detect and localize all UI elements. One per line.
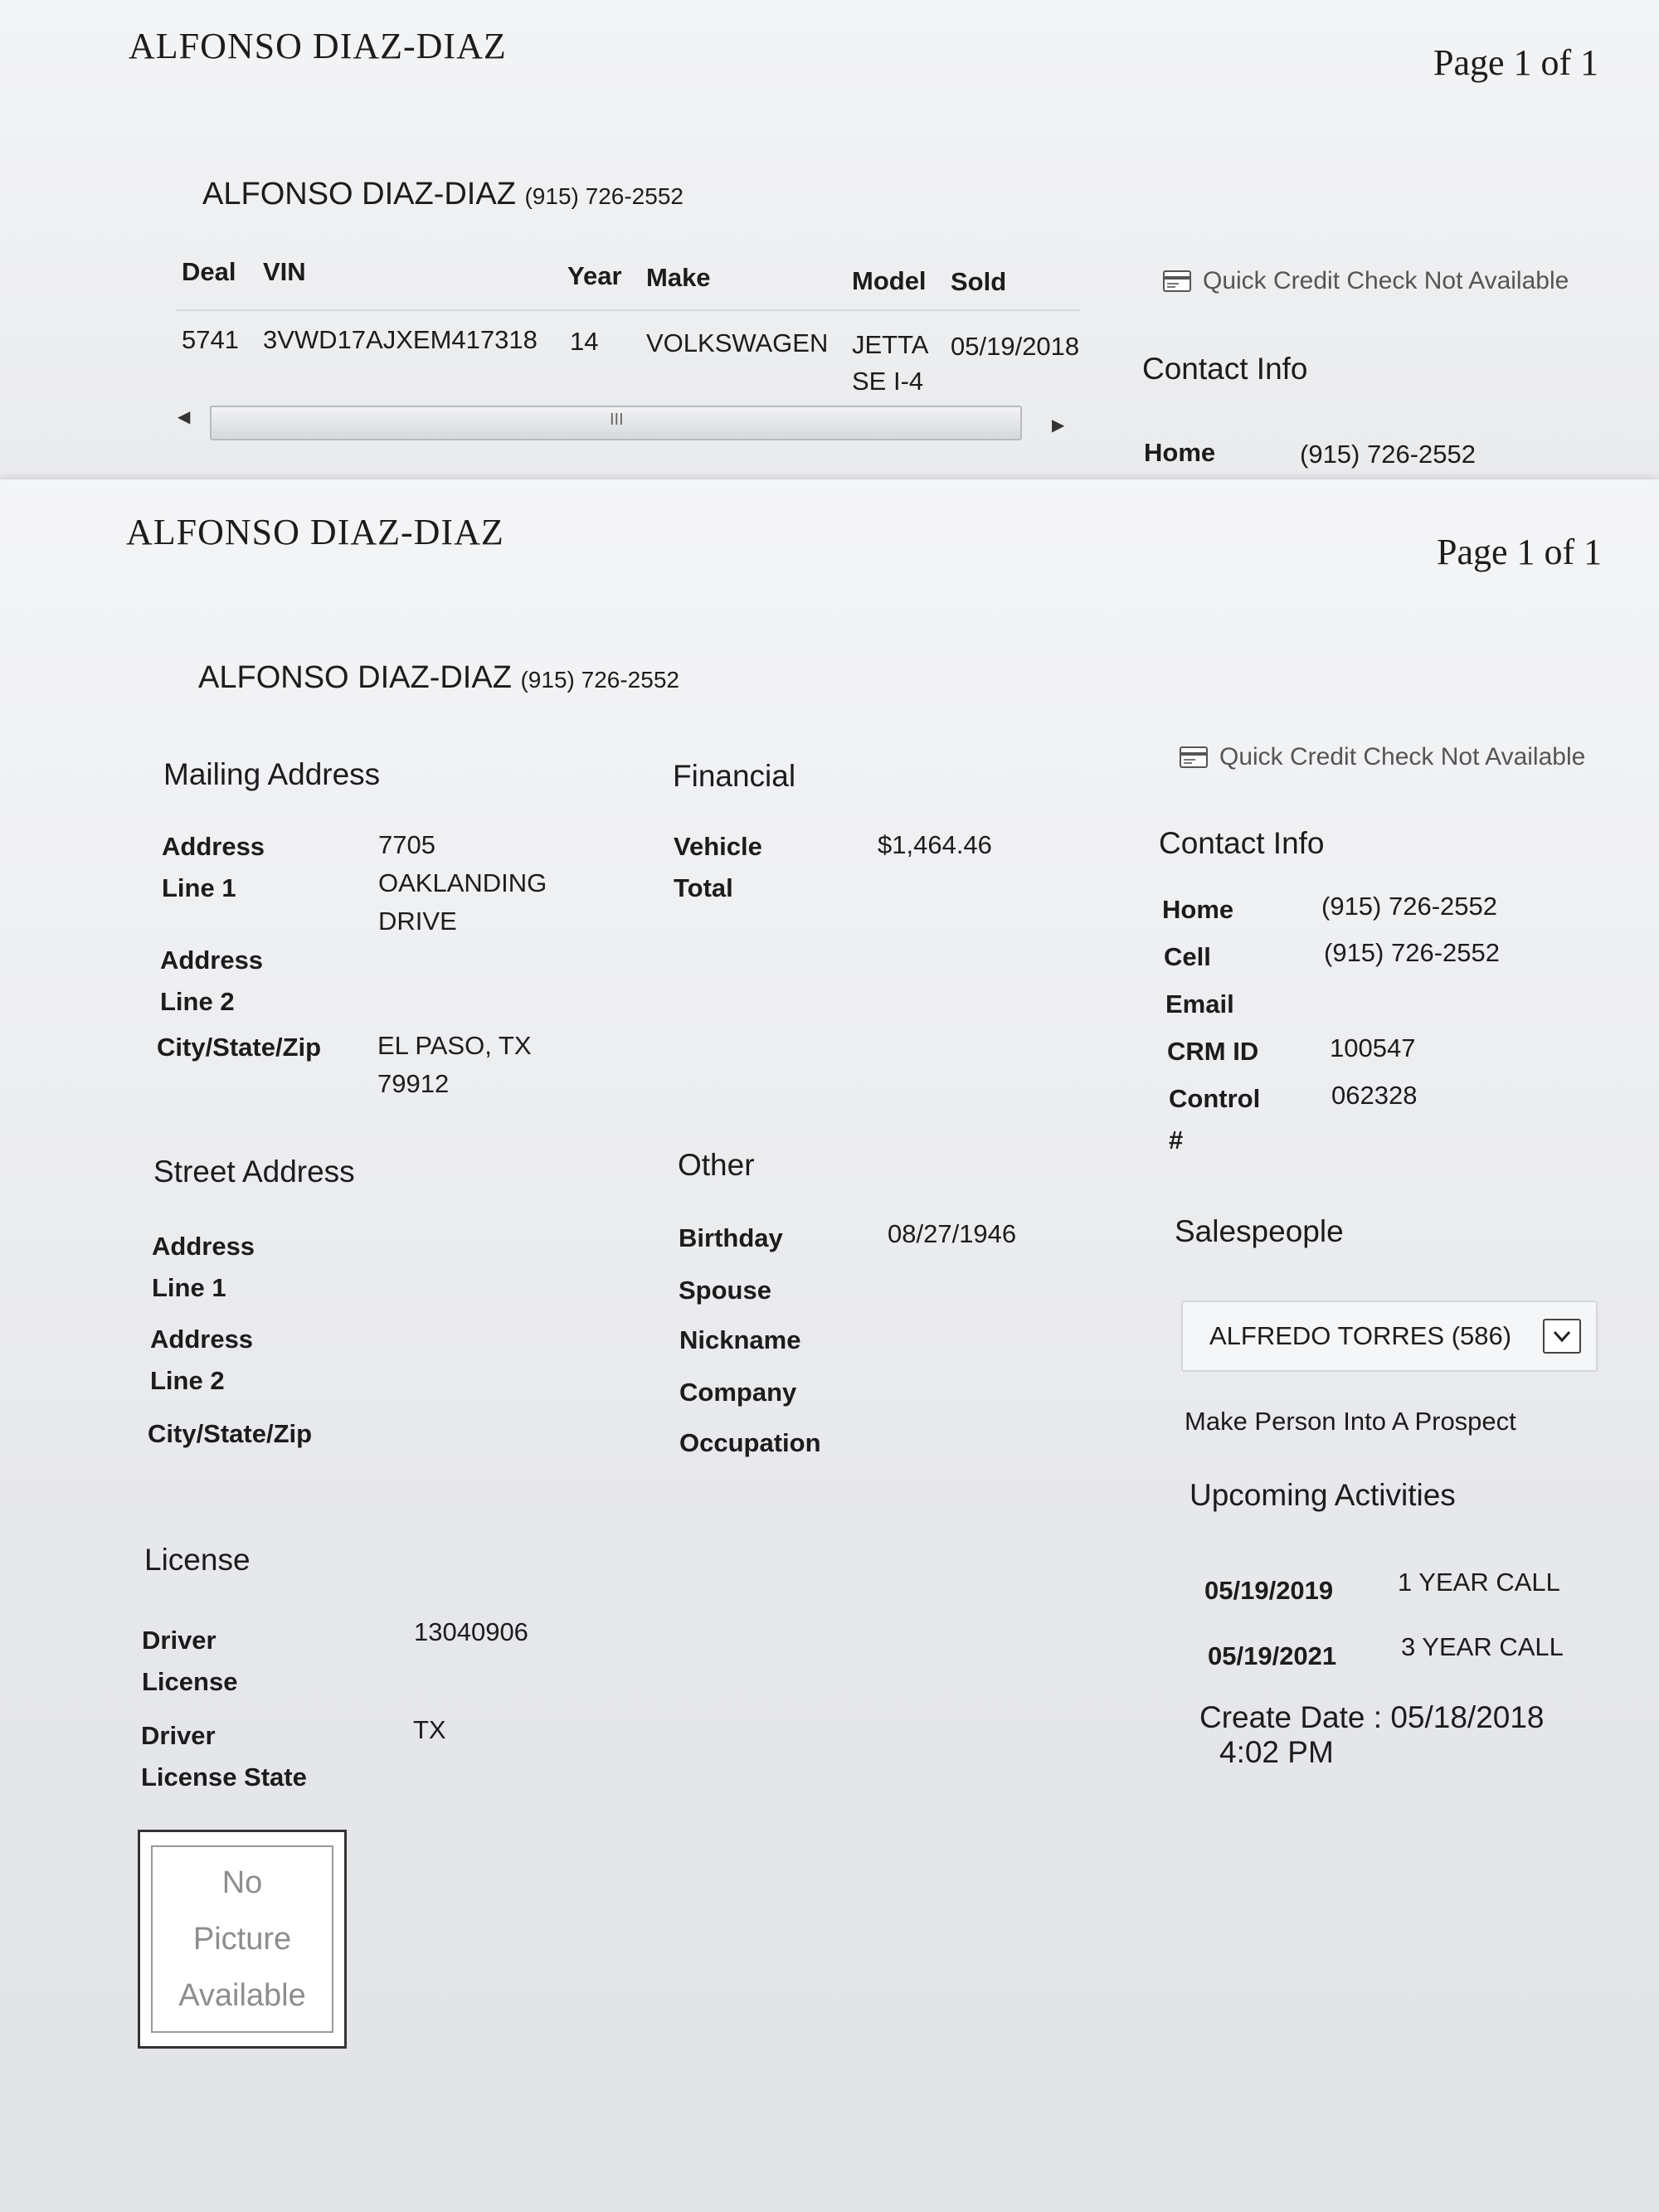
quick-credit-check[interactable]: [1163, 267, 1569, 295]
label-part: License State: [141, 1762, 307, 1791]
spouse-label: Spouse: [679, 1276, 771, 1305]
mailing-address-line1-label: [162, 826, 265, 909]
col-header-deal[interactable]: Deal: [182, 257, 236, 286]
label-part: Vehicle: [674, 832, 762, 861]
upcoming-activities-title: Upcoming Activities: [1190, 1478, 1456, 1512]
activity-text: 3 YEAR CALL: [1401, 1632, 1564, 1661]
contact-info-title: Contact Info: [1142, 352, 1308, 386]
contact-crm-id-value: 100547: [1330, 1033, 1416, 1062]
label-part: Line 1: [152, 1273, 226, 1302]
header-customer-name: ALFONSO DIAZ-DIAZ: [129, 26, 507, 66]
customer-name: ALFONSO DIAZ-DIAZ: [198, 660, 512, 695]
cell-make: VOLKSWAGEN: [646, 328, 829, 357]
mailing-address-title: Mailing Address: [163, 757, 381, 791]
contact-control-label: [1169, 1078, 1260, 1161]
no-picture-text: No: [221, 1865, 263, 1900]
label-part: Control: [1169, 1084, 1261, 1113]
vehicle-total-value: $1,464.46: [878, 830, 992, 859]
driver-license-label: [142, 1620, 237, 1703]
financial-title: Financial: [673, 759, 796, 793]
col-header-model[interactable]: Model: [852, 266, 927, 295]
driver-license-state-value: TX: [413, 1715, 446, 1744]
customer-phone: (915) 726-2552: [520, 667, 679, 693]
mailing-address-line2-label: [160, 940, 263, 1023]
driver-license-value: 13040906: [414, 1617, 528, 1646]
contact-info-title: Contact Info: [1159, 826, 1325, 860]
customer-phone: (915) 726-2552: [524, 183, 684, 209]
create-date-line: Create Date : 05/18/2018: [1199, 1700, 1545, 1734]
contact-home-label: Home: [1144, 438, 1216, 467]
credit-check-text: Quick Credit Check Not Available: [1203, 267, 1569, 294]
label-part: Address: [152, 1232, 255, 1261]
mailing-city-state-zip-value: [377, 1027, 532, 1103]
scroll-right-arrow-icon[interactable]: ▶: [1052, 416, 1065, 435]
value-part: OAKLANDING: [378, 868, 547, 897]
mailing-address-line1-value: [378, 826, 547, 941]
birthday-value: 08/27/1946: [888, 1219, 1017, 1248]
vehicle-total-label: [674, 826, 762, 909]
value-part: 79912: [377, 1069, 450, 1098]
value-part: EL PASO, TX: [377, 1031, 532, 1060]
customer-heading: [198, 660, 679, 696]
credit-check-text: Quick Credit Check Not Available: [1219, 743, 1586, 771]
contact-control-value: 062328: [1331, 1081, 1418, 1110]
no-picture-text: Picture: [192, 1922, 292, 1957]
label-part: License: [142, 1667, 238, 1696]
chevron-down-icon[interactable]: [1543, 1319, 1581, 1354]
mailing-city-state-zip-label: City/State/Zip: [157, 1033, 322, 1062]
label-part: Driver: [142, 1626, 216, 1655]
salesperson-selected-value: ALFREDO TORRES (586): [1209, 1321, 1512, 1350]
credit-card-icon: [1163, 270, 1191, 292]
col-header-make[interactable]: Make: [646, 263, 711, 292]
no-picture-text: Available: [178, 1978, 306, 2013]
activity-date: 05/19/2021: [1208, 1641, 1337, 1670]
col-header-vin[interactable]: VIN: [263, 257, 306, 286]
cell-model-line1: JETTA: [852, 330, 929, 359]
page-indicator: Page 1 of 1: [1437, 532, 1603, 572]
label-part: #: [1169, 1125, 1184, 1155]
salesperson-select[interactable]: [1181, 1300, 1598, 1372]
customer-name: ALFONSO DIAZ-DIAZ: [202, 177, 516, 211]
make-prospect-link[interactable]: Make Person Into A Prospect: [1185, 1407, 1516, 1436]
header-customer-name: ALFONSO DIAZ-DIAZ: [126, 512, 504, 552]
label-part: Line 2: [150, 1366, 225, 1395]
contact-cell-label: Cell: [1164, 942, 1211, 971]
scroll-left-arrow-icon[interactable]: ◀: [178, 408, 191, 426]
cell-year: 14: [570, 327, 599, 356]
contact-email-label: Email: [1165, 989, 1234, 1018]
deals-table: [0, 0, 1095, 464]
cell-deal: 5741: [182, 325, 239, 354]
label-part: Driver: [141, 1721, 216, 1750]
cell-model-line2: SE I-4: [852, 367, 924, 396]
occupation-label: Occupation: [679, 1428, 821, 1457]
create-time-line: 4:02 PM: [1219, 1735, 1334, 1769]
value-part: 7705: [378, 830, 435, 859]
license-title: License: [144, 1543, 251, 1577]
street-address-title: Street Address: [153, 1155, 355, 1189]
label-part: Total: [674, 873, 733, 902]
street-address-line1-label: [152, 1226, 255, 1309]
cell-sold: 05/19/2018: [951, 332, 1080, 361]
credit-card-icon: [1180, 746, 1208, 768]
create-date: [1199, 1700, 1545, 1770]
label-part: Line 2: [160, 987, 235, 1016]
birthday-label: Birthday: [679, 1223, 783, 1252]
contact-home-value: (915) 726-2552: [1300, 440, 1476, 469]
contact-cell-value: (915) 726-2552: [1324, 938, 1500, 967]
label-part: Address: [150, 1325, 254, 1354]
no-picture-frame: [151, 1845, 333, 2033]
label-part: Address: [160, 946, 264, 975]
other-title: Other: [678, 1148, 755, 1182]
company-label: Company: [679, 1378, 797, 1407]
salespeople-title: Salespeople: [1175, 1214, 1344, 1248]
driver-license-state-label: [141, 1715, 307, 1798]
col-header-sold[interactable]: Sold: [951, 267, 1007, 296]
quick-credit-check[interactable]: [1180, 743, 1585, 771]
activity-text: 1 YEAR CALL: [1398, 1568, 1560, 1597]
horizontal-scrollbar[interactable]: [210, 406, 1022, 440]
document-page-2: [0, 479, 1659, 2212]
scroll-grip-icon[interactable]: III: [610, 411, 624, 429]
col-header-year[interactable]: Year: [567, 261, 622, 290]
nickname-label: Nickname: [679, 1325, 801, 1354]
document-page-1: [0, 0, 1659, 510]
contact-crm-id-label: CRM ID: [1167, 1037, 1259, 1066]
cell-vin: 3VWD17AJXEM417318: [263, 325, 538, 354]
label-part: Line 1: [162, 873, 236, 902]
value-part: DRIVE: [378, 907, 457, 936]
page-indicator: Page 1 of 1: [1433, 42, 1599, 83]
license-photo-placeholder: [138, 1830, 347, 2049]
contact-home-label: Home: [1162, 895, 1234, 924]
contact-home-value: (915) 726-2552: [1321, 892, 1497, 921]
label-part: Address: [162, 832, 265, 861]
header-divider: [176, 309, 1080, 311]
street-city-state-zip-label: City/State/Zip: [148, 1419, 313, 1448]
street-address-line2-label: [150, 1319, 253, 1402]
activity-date: 05/19/2019: [1204, 1576, 1334, 1605]
